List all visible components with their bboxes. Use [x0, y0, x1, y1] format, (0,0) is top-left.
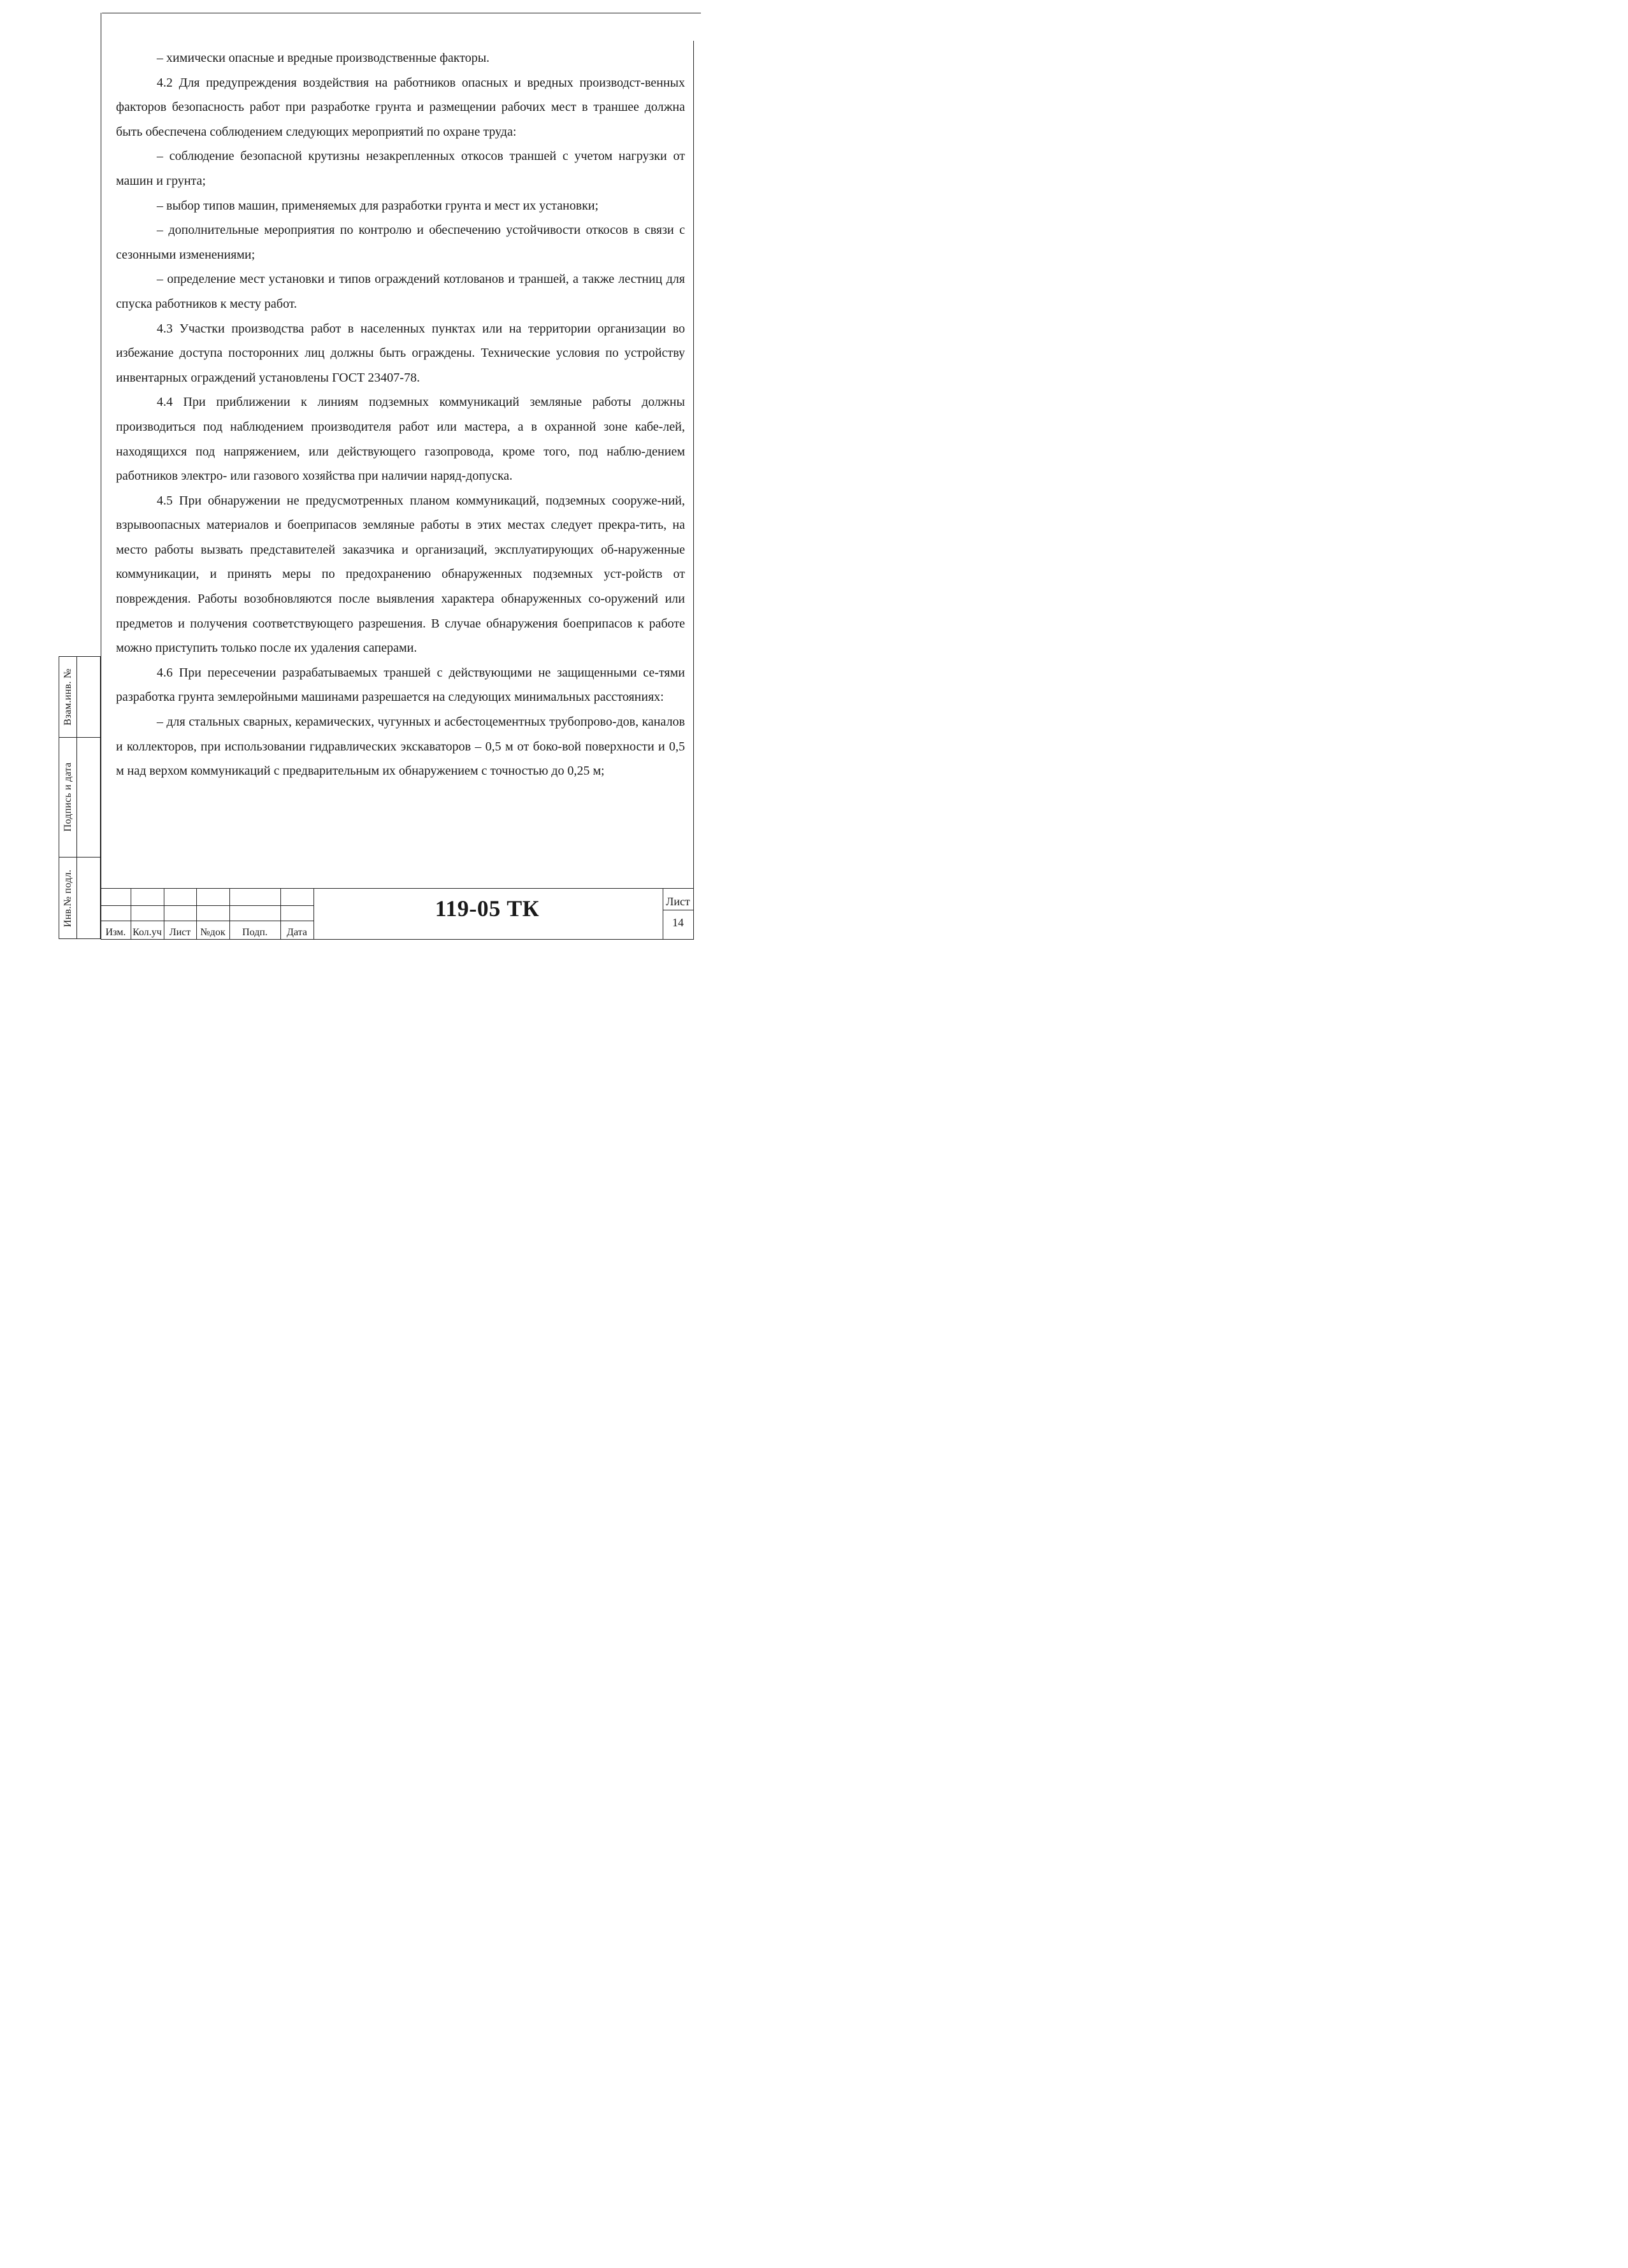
paragraph-slope-item: – соблюдение безопасной крутизны незакрепленных откосов траншей с учетом нагрузки от машин и грунта;: [116, 149, 685, 188]
side-cell-signature: [59, 737, 76, 857]
paragraph-seasonal-item: – дополнительные мероприятия по контролю и обеспечению устойчивости откосов в связи с сезонными изменениями;: [116, 223, 685, 262]
side-label-signature-date: Подпись и дата: [62, 762, 73, 832]
frame-right-line: [693, 41, 694, 940]
document-number: 119-05 ТК: [435, 896, 540, 921]
side-label-original-inv: Инв.№ подл.: [62, 869, 73, 928]
side-cell-orig-inv: [59, 857, 76, 940]
side-cell-replace: [59, 657, 76, 737]
header-sheet: Лист: [169, 927, 191, 938]
paragraph-4-3: 4.3 Участки производства работ в населенных пунктах или на территории организации во избежание доступа посторонних лиц должны быть ограждены. Технические условия по устройству инвентарных ограждений установлены ГОСТ 23407-78.: [116, 321, 685, 385]
paragraph-4-5: 4.5 При обнаружении не предусмотренных планом коммуникаций, подземных сооруже-ний, взрывоопасных материалов и боеприпасов земляные работы в этих местах следует прекра-тить, на место работы вызвать представителей заказчика и организаций, эксплуатирующих об-наруженные коммуникации, и принять меры по предохранению обнаруженных подземных уст-ройств от повреждения. Работы возобновляются после выявления характера обнаруженных со-оружений или предметов и получения соответствующего разрешения. В случае обнаружения боеприпасов к работе можно приступить только после их удаления саперами.: [116, 493, 685, 656]
paragraph-machines-item: – выбор типов машин, применяемых для разработки грунта и мест их установки;: [157, 198, 599, 213]
title-block-top-line: [101, 888, 694, 889]
side-stamp-divider: [76, 657, 77, 938]
document-body: [116, 46, 685, 784]
sheet-number: 14: [672, 916, 684, 929]
paragraph-4-2: 4.2 Для предупреждения воздействия на работников опасных и вредных производст-венных факторов безопасность работ при разработке грунта и размещении рабочих мест в траншее должна быть обеспечена соблюдением следующих мероприятий по охране труда:: [116, 75, 685, 139]
paragraph-hazard-item: – химически опасные и вредные производственные факторы.: [157, 51, 490, 65]
header-signature: Подп.: [242, 927, 268, 938]
header-quantity: Кол.уч: [133, 927, 162, 938]
title-block-row-line: [101, 905, 313, 906]
sheet-label: Лист: [666, 895, 690, 908]
side-stamp: [59, 656, 101, 939]
header-change: Изм.: [105, 927, 126, 938]
paragraph-fencing-item: – определение мест установки и типов ограждений котлованов и траншей, а также лестниц для спуска работников к месту работ.: [116, 272, 685, 311]
paragraph-4-4: 4.4 При приближении к линиям подземных коммуникаций земляные работы должны производиться под наблюдением производителя работ или мастера, а в охранной зоне кабе-лей, находящихся под напряжением, или действующего газопровода, кроме того, под наблю-дением работников электро- или газового хозяйства при наличии наряд-допуска.: [116, 395, 685, 484]
paragraph-pipelines-item: – для стальных сварных, керамических, чугунных и асбестоцементных трубопрово-дов, каналов и коллекторов, при использовании гидравлических экскаваторов – 0,5 м от боко-вой поверхности и 0,5 м над верхом коммуникаций с предварительным их обнаружением с точностью до 0,25 м;: [116, 715, 685, 779]
paragraph-4-6: 4.6 При пересечении разрабатываемых траншей с действующими не защищенными се-тями разработка грунта землеройными машинами разрешается на следующих минимальных расстояниях:: [116, 665, 685, 705]
header-date: Дата: [287, 927, 307, 938]
side-label-replace-inv: Взам.инв. №: [62, 668, 73, 726]
header-doc-number: №док: [200, 927, 226, 938]
